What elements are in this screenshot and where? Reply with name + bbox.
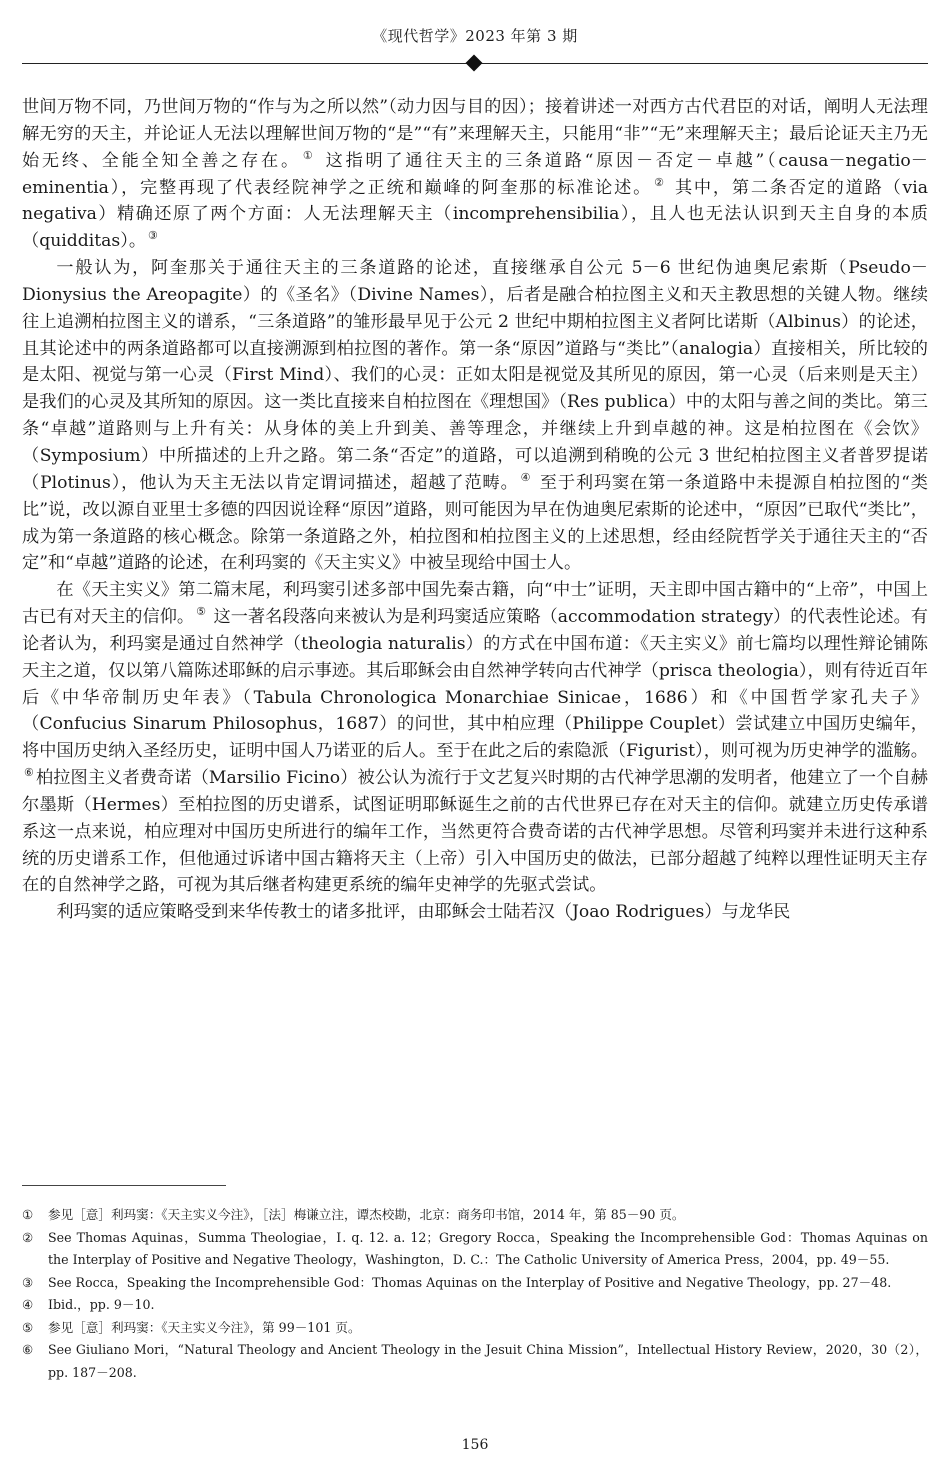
footnote-text: 参见［意］利玛窦：《天主实义今注》，［法］梅谦立注，谭杰校勘，北京：商务印书馆，2014 年，第 85－90 页。 — [48, 1207, 685, 1222]
footnote-text: See Giuliano Mori，“Natural Theology and Ancient Theology in the Jesuit China Mission”，Intellectual History Review，2020，30（2），pp. 187－208. — [48, 1342, 928, 1380]
footnote-text: Ibid.，pp. 9－10. — [48, 1297, 155, 1312]
footnote-ref-1[interactable]: ① — [302, 148, 316, 162]
footnote-ref-3[interactable]: ③ — [148, 229, 158, 243]
footnote-item — [22, 1272, 928, 1295]
footnote-number: ⑤ — [22, 1319, 34, 1335]
footnote-item — [22, 1317, 928, 1340]
footnote-number: ⑥ — [22, 1342, 34, 1357]
footnote-number: ③ — [22, 1274, 34, 1290]
footnote-ref-2[interactable]: ② — [654, 175, 666, 189]
footnote-ref-6[interactable]: ⑥ — [24, 766, 34, 780]
page-number: 156 — [461, 1437, 489, 1453]
footnote-ref-5[interactable]: ⑤ — [196, 605, 207, 619]
footnote-ref-4[interactable]: ④ — [520, 471, 532, 485]
footnote-item — [22, 1227, 928, 1272]
footnote-text: See Rocca，Speaking the Incomprehensible God：Thomas Aquinas on the Interplay of Positive and Negative Theology，pp. 27－48. — [48, 1274, 892, 1290]
body-text — [22, 94, 928, 926]
paragraph-3: 在《天主实义》第二篇末尾，利玛窦引述多部中国先秦古籍，向“中士”证明，天主即中国古籍中的“上帝”，中国上古已有对天主的信仰。 ⑤ 这一著名段落向来被认为是利玛窦适应策略（accommodation strategy）的代表性论述。有论者认为，利玛窦是通过自然神学（theologia naturalis）的方式在中国布道：《天主实义》前七篇均以理性辩论铺陈天主之道，仅以第八篇陈述耶稣的启示事迹。其后耶稣会由自然神学转向古代神学（prisca theologia），则有待近百年后《中华帝制历史年表》（Tabula Chronologica Monarchiae Sinicae，1686）和《中国哲学家孔夫子》（Confucius Sinarum Philosophus，1687）的问世，其中柏应理（Philippe Couplet）尝试建立中国历史编年，将中国历史纳入圣经历史，证明中国人乃诺亚的后人。至于在此之后的索隐派（Figurist），则可视为历史神学的滥觞。⑥ 柏拉图主义者费奇诺（Marsilio Ficino）被公认为流行于文艺复兴时期的古代神学思潮的发明者，他建立了一个自赫尔墨斯（Hermes）至柏拉图的历史谱系，试图证明耶稣诞生之前的古代世界已存在对天主的信仰。就建立历史传承谱系这一点来说，柏应理对中国历史所进行的编年工作，当然更符合费奇诺的古代神学思想。尽管利玛窦并未进行这种系统的历史谱系工作，但他通过诉诸中国古籍将天主（上帝）引入中国历史的做法，已部分超越了纯粹以理性证明天主存在的自然神学之路，可视为其后继者构建更系统的编年史神学的先驱式尝试。 — [22, 580, 928, 896]
footnote-text: See Thomas Aquinas，Summa Theologiae，Ⅰ. q. 12. a. 12；Gregory Rocca，Speaking the Incomprehensible God：Thomas Aquinas on the Interplay of Positive and Negative Theology，Washington，D. C.：The Catholic University of America Press，2004，pp. 49－55. — [48, 1229, 928, 1267]
footnote-item — [22, 1204, 928, 1227]
footnote-rule — [22, 1185, 226, 1186]
diamond-ornament-icon — [466, 55, 483, 72]
footnote-number: ② — [22, 1229, 34, 1245]
footnote-number: ① — [22, 1207, 34, 1222]
paragraph-4: 利玛窦的适应策略受到来华传教士的诸多批评，由耶稣会士陆若汉（Joao Rodrigues）与龙华民 — [56, 902, 791, 923]
footnotes — [22, 1204, 928, 1384]
footnote-text: 参见［意］利玛窦：《天主实义今注》，第 99－101 页。 — [48, 1319, 361, 1335]
footnote-number: ④ — [22, 1297, 34, 1312]
footnote-item — [22, 1294, 928, 1317]
paragraph-2: 一般认为，阿奎那关于通往天主的三条道路的论述，直接继承自公元 5－6 世纪伪迪奥尼索斯（Pseudo－Dionysius the Areopagite）的《圣名》（Divine Names），后者是融合柏拉图主义和天主教思想的关键人物。继续往上追溯柏拉图主义的谱系，“三条道路”的雏形最早见于公元 2 世纪中期柏拉图主义者阿比诺斯（Albinus）的论述，且其论述中的两条道路都可以直接溯源到柏拉图的著作。第一条“原因”道路与“类比”（analogia）直接相关，所比较的是太阳、视觉与第一心灵（First Mind）、我们的心灵：正如太阳是视觉及其所见的原因，第一心灵（后来则是天主）是我们的心灵及其所知的原因。这一类比直接来自柏拉图在《理想国》（Res publica）中的太阳与善之间的类比。第三条“卓越”道路则与上升有关：从身体的美上升到美、善等理念，并继续上升到卓越的神。这是柏拉图在《会饮》（Symposium）中所描述的上升之路。第二条“否定”的道路，可以追溯到稍晚的公元 3 世纪柏拉图主义者普罗提诺（Plotinus），他认为天主无法以肯定谓词描述，超越了范畴。 ④ 至于利玛窦在第一条道路中未提源自柏拉图的“类比”说，改以源自亚里士多德的四因说诠释“原因”道路，则可能因为早在伪迪奥尼索斯的论述中，“原因”已取代“类比”，成为第一条道路的核心概念。除第一条道路之外，柏拉图和柏拉图主义的上述思想，经由经院哲学关于通往天主的“否定”和“卓越”道路的论述，在利玛窦的《天主实义》中被呈现给中国士人。 — [22, 258, 928, 574]
running-head: 《现代哲学》2023 年第 3 期 — [372, 27, 578, 45]
paragraph-1: 世间万物不同，乃世间万物的“作与为之所以然”（动力因与目的因）；接着讲述一对西方古代君臣的对话，阐明人无法理解无穷的天主，并论证人无法以理解世间万物的“是”“有”来理解天主，只能用“非”“无”来理解天主；最后论证天主乃无始无终、全能全知全善之存在。 ① 这指明了通往天主的三条道路“原因－否定－卓越”（causa－negatio－eminentia），完整再现了代表经院神学之正统和巅峰的阿奎那的标准论述。 ② 其中，第二条否定的道路（via negativa）精确还原了两个方面：人无法理解天主（incomprehensibilia），且人也无法认识到天主自身的本质（quidditas）。 ③ — [22, 97, 928, 252]
footnote-item — [22, 1339, 928, 1384]
